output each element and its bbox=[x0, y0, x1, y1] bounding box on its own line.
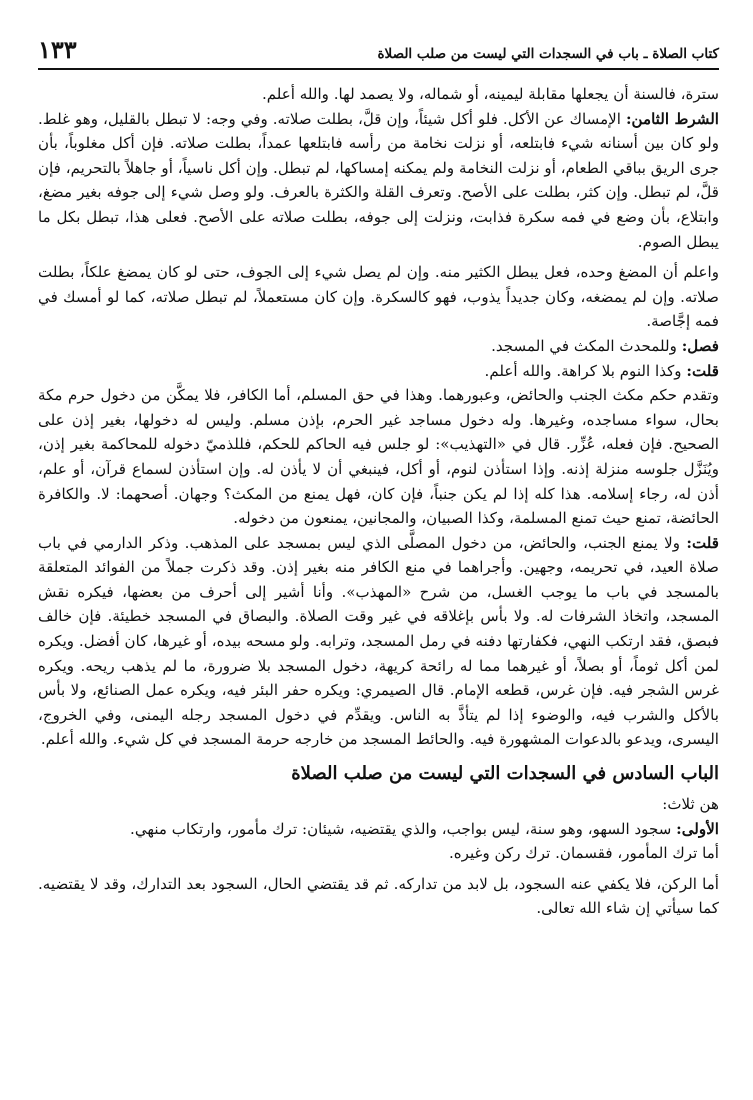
page-number: ١٣٣ bbox=[38, 35, 77, 64]
chapter-paragraph: الأولى: سجود السهو، وهو سنة، ليس بواجب، والذي يقتضيه، شيئان: ترك مأمور، وارتكاب منهي. bbox=[130, 819, 719, 838]
paragraph-lead: الأولى: bbox=[676, 819, 719, 838]
paragraph-lead: الشرط الثامن: bbox=[625, 109, 719, 128]
paragraph: وتقدم حكم مكث الجنب والحائض، وعبورهما. وهذا في حق المسلم، أما الكافر، فلا يمكَّن من دخول حرم مكة بحال، سواء مساجده، وغيرها. وله دخول مساجد غير الحرم، بإذن مسلم. وليس له دخولها، بغير إذن على الصحيح. فإن فعله، عُزِّر. قال في «التهذيب»: لو جلس فيه الحاكم للحكم، فللذميّ دخوله للمحاكمة بغير إذن، ويُنَزَّل جلوسه منزلة إذنه. وإذا استأذن لنوم، أو أكل، فينبغي أن لا يأذن له. وإن استأذن لسماع قرآن، أو علم، أذن له، رجاء إسلامه. هذا كله إذا لم يكن جنباً، فإن كان، فهل يمنع من المكث؟ وجهان. أصحهما: لا. والكافرة الحائضة، تمنع حيث تمنع المسلمة، وكذا الصبيان، والمجانين، يمنعون من دخوله. bbox=[38, 386, 719, 528]
chapter-title: الباب السادس في السجدات التي ليست من صلب الصلاة bbox=[291, 763, 719, 785]
header-rule bbox=[38, 68, 719, 70]
running-title: كتاب الصلاة ـ باب في السجدات التي ليست من صلب الصلاة bbox=[377, 46, 719, 62]
paragraph: فصل: وللمحدث المكث في المسجد. bbox=[491, 336, 719, 355]
paragraph-lead: قلت: bbox=[686, 361, 719, 380]
paragraph: سترة، فالسنة أن يجعلها مقابلة ليمينه، أو شماله، ولا يصمد لها. والله أعلم. bbox=[261, 85, 719, 103]
page-header bbox=[38, 28, 719, 62]
page-body bbox=[38, 82, 719, 921]
chapter-intro: هن ثلاث: bbox=[662, 795, 719, 814]
paragraph: قلت: وكذا النوم بلا كراهة. والله أعلم. bbox=[484, 361, 719, 380]
paragraph-lead: قلت: bbox=[686, 533, 719, 552]
paragraph: واعلم أن المضغ وحده، فعل يبطل الكثير منه. وإن لم يصل شيء إلى الجوف، حتى لو كان يمضغ علكاً، بطلت صلاته. وإن لم يمضغه، وكان جديداً يذوب، فهو كالسكرة. وإن كان مستعملاً، لم تبطل صلاته، كما لو أمسك في فمه إجَّاصة. bbox=[38, 263, 719, 331]
chapter-paragraph: أما الركن، فلا يكفي عنه السجود، بل لابد من تداركه. ثم قد يقتضي الحال، السجود بعد التدارك، وقد لا يقتضيه. كما سيأتي إن شاء الله تعالى. bbox=[38, 874, 719, 918]
chapter-paragraph: أما ترك المأمور، فقسمان. ترك ركن وغيره. bbox=[448, 844, 719, 863]
paragraph-lead: فصل: bbox=[681, 336, 719, 355]
paragraph: قلت: ولا يمنع الجنب، والحائض، من دخول المصلَّى الذي ليس بمسجد على المذهب. وذكر الدارمي في باب صلاة العيد، في تحريمه، وجهين. وأجراهما في منع الكافر منه بغير إذن. وقد ذكرت جملاً من الفوائد المتعلقة بالمسجد في باب ما يوجب الغسل، من شرح «المهذب». وأنا أشير إلى أحرف من بعضها، فيكره نقش المسجد، واتخاذ الشرفات له. ولا بأس بإغلاقه في غير وقت الصلاة. والبصاق في المسجد خطيئة. فإن خالف فبصق، فقد ارتكب النهي، فكفارتها دفنه في رمل المسجد، وترابه. ولو مسحه بيده، أو غيرها، كان أفضل. ويكره لمن أكل ثوماً، أو بصلاً، أو غيرهما مما له رائحة كريهة، دخول المسجد بلا ضرورة، ما لم يذهب ريحه. ويكره غرس الشجر فيه. فإن غرس، قطعه الإمام. قال الصيمري: ويكره حفر البئر فيه، ويكره عمل الصنائع، ولا بأس بالأكل والشرب فيه، والوضوء إذا لم يتأذَّ به الناس. ويقدِّم في دخول المسجد رجله اليمنى، وفي الخروج، اليسرى، ويدعو بالدعوات المشهورة فيه. والحائط المسجد من خارجه حرمة المسجد في كل شيء. والله أعلم. bbox=[38, 533, 719, 749]
paragraph: الشرط الثامن: الإمساك عن الأكل. فلو أكل شيئاً، وإن قلَّ، بطلت صلاته. وفي وجه: لا تبطل بالقليل، وهو غلط. ولو كان بين أسنانه شيء فابتلعه، أو نزلت نخامة من رأسه فابتلعها عمداً، بطلت صلاته. فإن أكل مغلوباً، بأن جرى الريق بباقي الطعام، أو نزلت النخامة ولم يمكنه إمساكها، لم تبطل. وإن أكل ناسياً، أو جاهلاً بالتحريم، فإن قلَّ، لم تبطل. وإن كثر، بطلت على الأصح. وتعرف القلة والكثرة بالعرف. ولو وصل شيء إلى جوفه بغير مضغ، وابتلاع، بأن وضع في فمه سكرة فذابت، ونزلت إلى جوفه، بطلت صلاته على الأصح. فعلى هذا، تبطل بكل ما يبطل الصوم. bbox=[38, 109, 719, 251]
